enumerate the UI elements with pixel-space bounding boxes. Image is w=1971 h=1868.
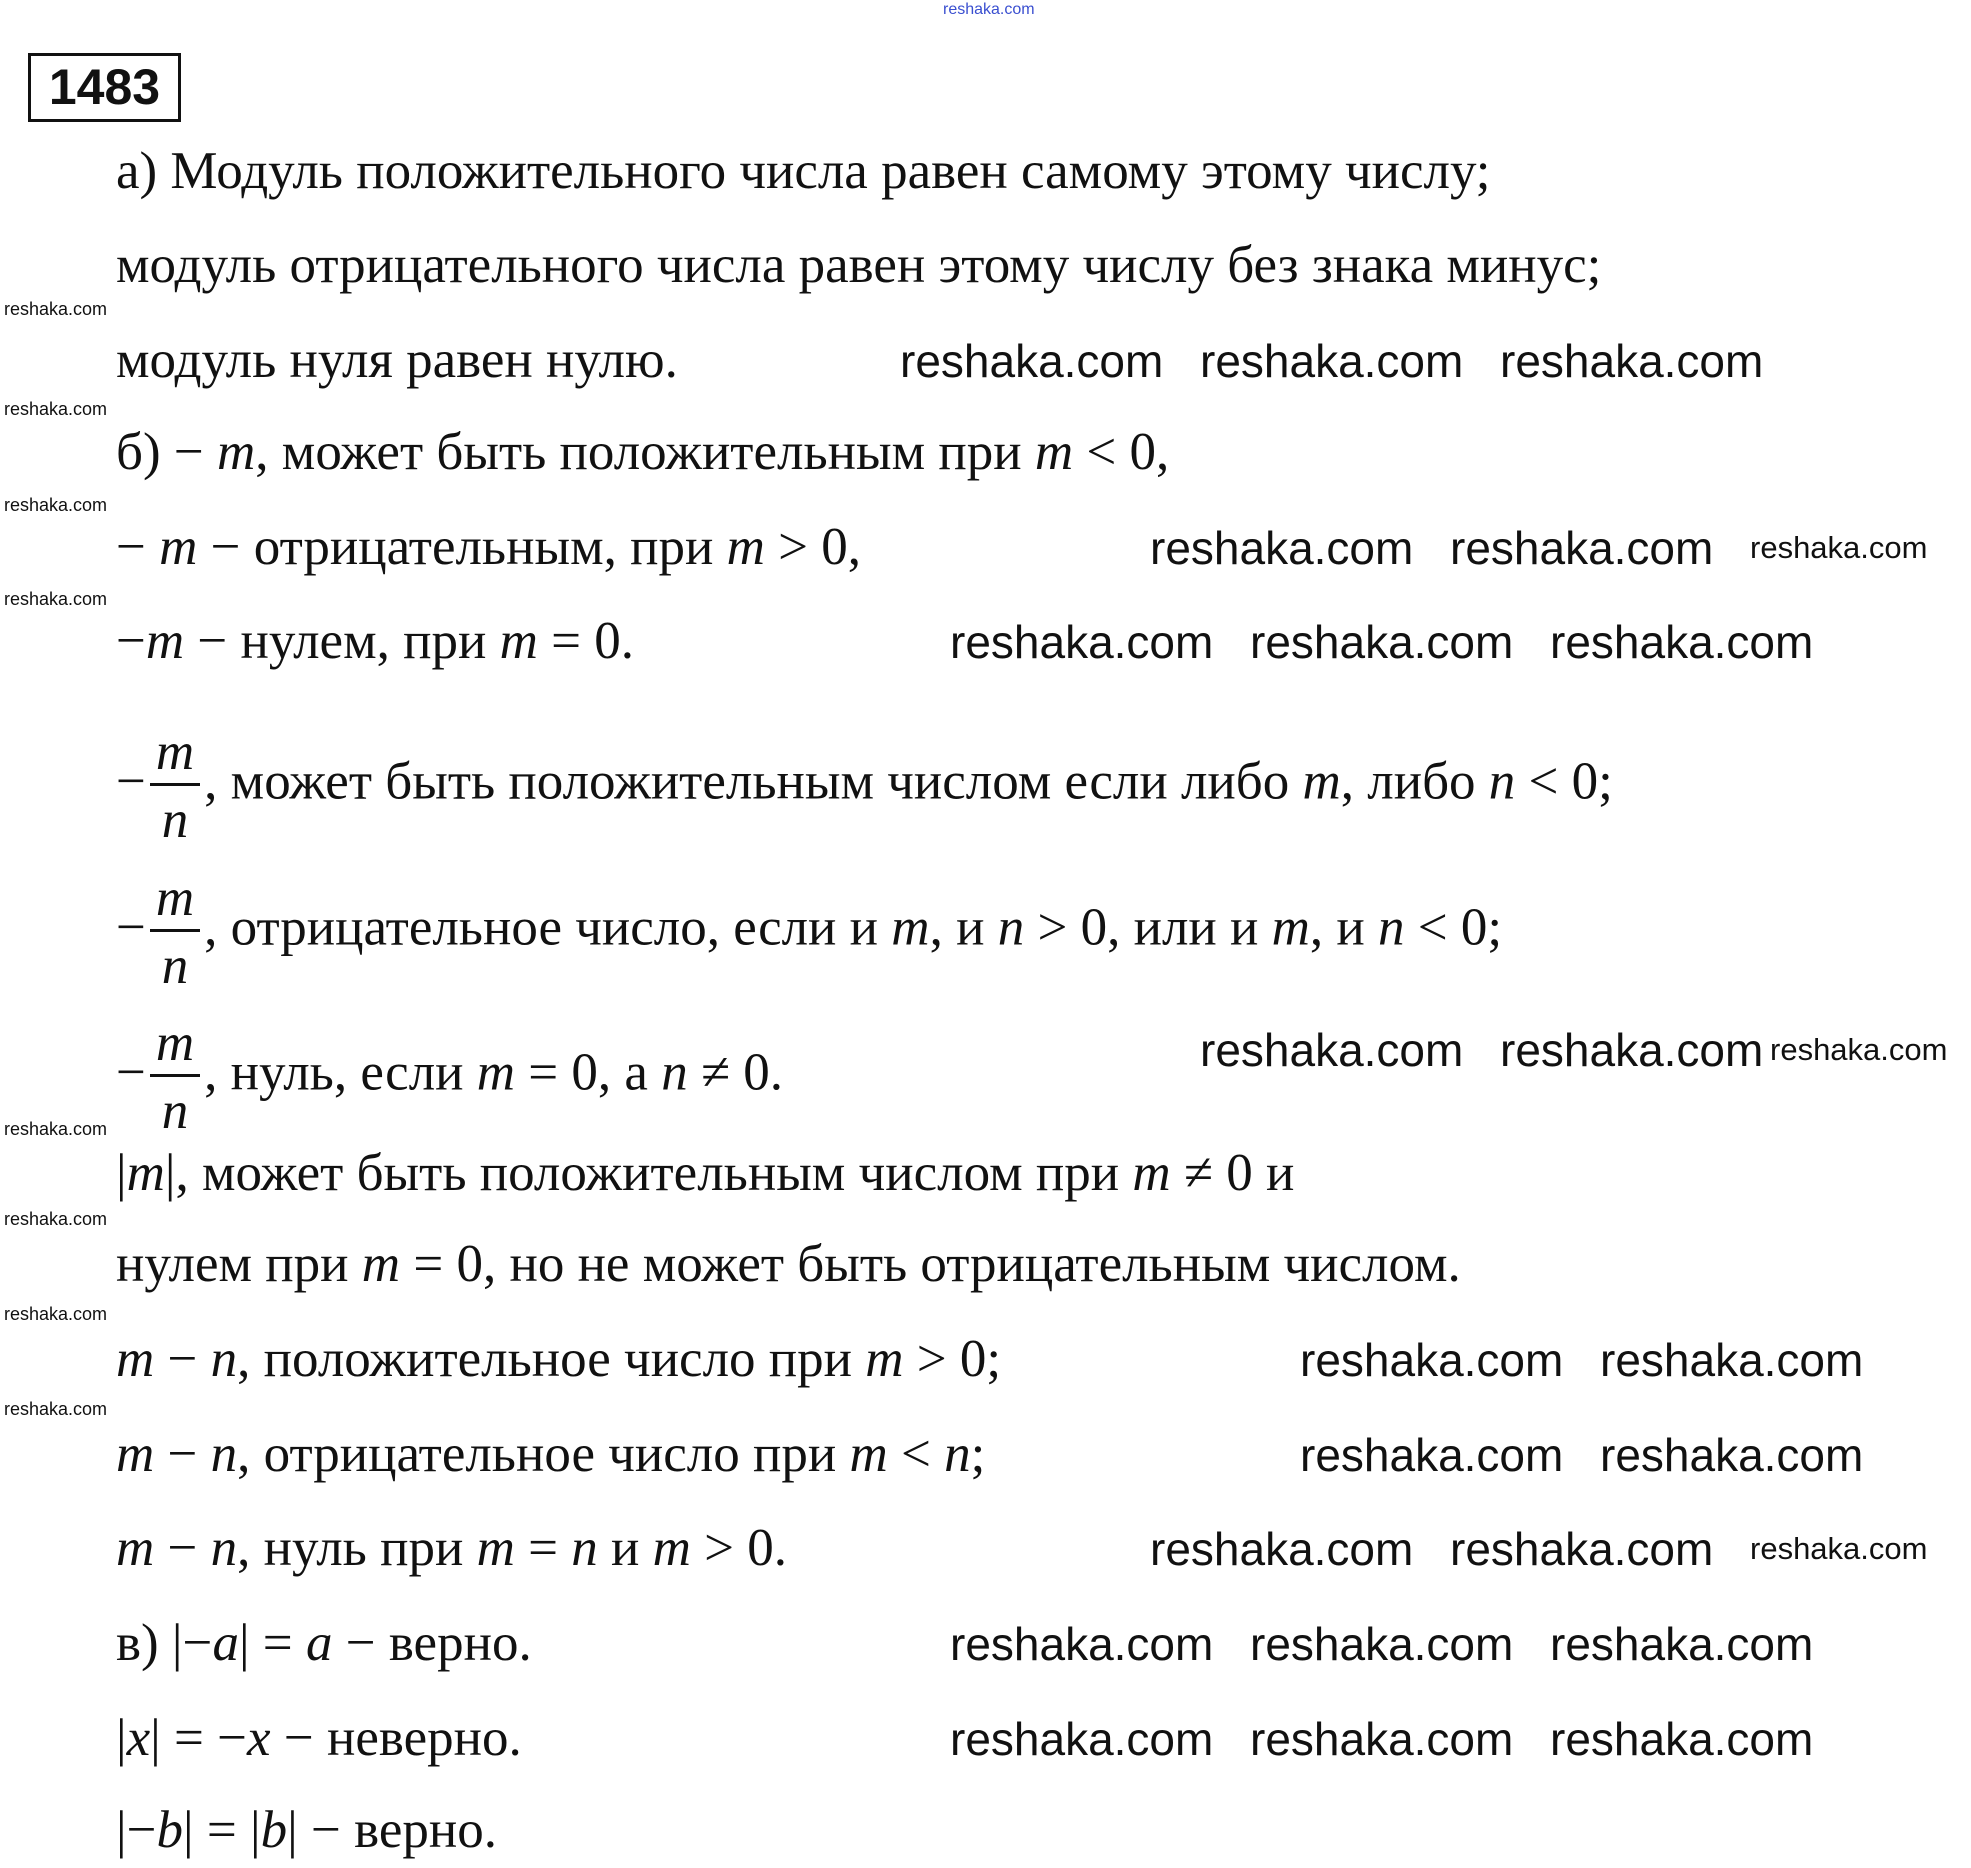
- math-variable: n: [997, 898, 1025, 957]
- text-segment: |, может быть положительным числом при: [164, 1144, 1133, 1202]
- math-variable: n: [661, 1043, 688, 1102]
- fraction: [150, 723, 200, 849]
- problem-number: 1483: [28, 53, 181, 122]
- solution-line: [116, 1706, 522, 1770]
- watermark: reshaka.com: [1200, 1024, 1464, 1076]
- text-segment: , и: [929, 898, 998, 957]
- math-variable: m: [361, 1235, 401, 1293]
- watermark: reshaka.com: [1150, 1523, 1414, 1575]
- watermark: reshaka.com: [4, 299, 108, 319]
- text-segment: , отрицательное число при: [237, 1425, 850, 1483]
- math-variable: x: [247, 1709, 271, 1767]
- text-segment: , положительное число при: [237, 1330, 866, 1388]
- text-segment: модуль нуля равен нулю.: [116, 331, 678, 389]
- watermark: reshaka.com: [1750, 530, 1928, 565]
- text-segment: < 0;: [1404, 898, 1503, 957]
- watermark: reshaka.com: [1500, 335, 1764, 387]
- math-variable: m: [726, 518, 765, 576]
- math-variable: m: [1271, 898, 1310, 957]
- solution-line: [116, 1141, 1294, 1205]
- fraction-numerator: m: [150, 726, 200, 786]
- fraction-denominator: n: [161, 937, 189, 995]
- watermark: reshaka.com: [1150, 522, 1414, 574]
- text-segment: > 0.: [690, 1519, 788, 1577]
- math-variable: b: [260, 1801, 288, 1859]
- watermark: reshaka.com: [950, 1713, 1214, 1765]
- watermark: reshaka.com: [1770, 1032, 1948, 1067]
- solution-line: [116, 1798, 497, 1862]
- math-variable: n: [210, 1519, 238, 1577]
- watermark: reshaka.com: [1500, 1024, 1764, 1076]
- math-variable: n: [210, 1425, 238, 1483]
- text-segment: а) Модуль положительного числа равен самому этому числу;: [116, 142, 1491, 200]
- watermark: reshaka.com: [1200, 335, 1464, 387]
- watermark: reshaka.com: [1250, 1713, 1514, 1765]
- text-segment: −: [116, 612, 146, 670]
- fraction: [150, 1014, 200, 1140]
- math-variable: m: [476, 1043, 516, 1102]
- math-variable: n: [1488, 752, 1516, 811]
- watermark: reshaka.com: [4, 1209, 108, 1229]
- math-variable: n: [1378, 898, 1405, 957]
- watermark: reshaka.com: [1450, 522, 1714, 574]
- text-segment: модуль отрицательного числа равен этому числу без знака минус;: [116, 236, 1602, 294]
- watermark: reshaka.com: [4, 1399, 108, 1419]
- watermark: reshaka.com: [4, 495, 108, 515]
- text-segment: = 0, а: [515, 1043, 662, 1102]
- math-variable: m: [849, 1425, 888, 1483]
- text-segment: |−: [116, 1801, 157, 1859]
- solution-line: [116, 328, 678, 392]
- solution-line: [116, 1422, 985, 1486]
- text-segment: = 0.: [537, 612, 635, 670]
- watermark: reshaka.com: [1550, 616, 1814, 668]
- text-segment: > 0, или и: [1024, 898, 1272, 957]
- text-segment: |: [116, 1709, 127, 1767]
- math-variable: m: [145, 612, 185, 670]
- text-segment: −: [154, 1425, 211, 1483]
- solution-line: [116, 1014, 784, 1140]
- text-segment: > 0;: [903, 1330, 1002, 1388]
- text-segment: | − верно.: [287, 1801, 497, 1859]
- math-variable: m: [476, 1519, 515, 1577]
- fraction-denominator: n: [161, 1082, 189, 1140]
- math-variable: m: [891, 898, 930, 957]
- text-segment: −: [154, 1330, 211, 1388]
- text-segment: = 0, но не может быть отрицательным числом.: [400, 1235, 1461, 1293]
- watermark: reshaka.com: [1550, 1713, 1814, 1765]
- math-variable: m: [1302, 752, 1341, 811]
- text-segment: <: [887, 1425, 945, 1483]
- text-segment: ;: [970, 1425, 986, 1483]
- watermark: reshaka.com: [1250, 616, 1514, 668]
- math-variable: m: [126, 1144, 165, 1202]
- text-segment: −: [116, 518, 160, 576]
- text-segment: , нуль при: [237, 1519, 477, 1577]
- text-segment: −: [154, 1519, 211, 1577]
- math-variable: m: [159, 518, 198, 576]
- text-segment: ≠ 0 и: [1170, 1144, 1295, 1202]
- text-segment: , может быть положительным числом если либо: [204, 752, 1303, 811]
- text-segment: в) |−: [116, 1614, 213, 1672]
- text-segment: , нуль, если: [204, 1043, 477, 1102]
- watermark: reshaka.com: [1750, 1531, 1928, 1566]
- solution-line: [116, 1516, 787, 1580]
- solution-line: [116, 1232, 1461, 1296]
- solution-line: [116, 1327, 1001, 1391]
- solution-line: [116, 1611, 532, 1675]
- text-segment: − верно.: [332, 1614, 532, 1672]
- watermark: reshaka.com: [4, 399, 108, 419]
- fraction-numerator: m: [150, 1017, 200, 1077]
- solution-line: [116, 420, 1169, 484]
- text-segment: − нулем, при: [184, 612, 500, 670]
- text-segment: < 0;: [1515, 752, 1613, 811]
- text-segment: > 0,: [764, 518, 862, 576]
- watermark: reshaka.com: [1600, 1429, 1864, 1481]
- math-variable: n: [944, 1425, 971, 1483]
- math-variable: a: [305, 1614, 333, 1672]
- text-segment: , либо: [1340, 752, 1489, 811]
- watermark: reshaka.com: [943, 1, 1035, 18]
- watermark: reshaka.com: [1450, 1523, 1714, 1575]
- text-segment: < 0,: [1073, 423, 1170, 481]
- watermark: reshaka.com: [1300, 1429, 1564, 1481]
- solution-line: [116, 723, 1613, 849]
- math-variable: m: [116, 1519, 155, 1577]
- watermark: reshaka.com: [900, 335, 1164, 387]
- math-variable: m: [1132, 1144, 1171, 1202]
- watermark: reshaka.com: [950, 616, 1214, 668]
- math-variable: m: [499, 612, 538, 670]
- text-segment: б) −: [116, 423, 218, 481]
- math-variable: m: [865, 1330, 904, 1388]
- text-segment: −: [116, 752, 146, 811]
- text-segment: | =: [238, 1614, 306, 1672]
- solution-line: [116, 139, 1490, 203]
- fraction-numerator: m: [150, 872, 200, 932]
- watermark: reshaka.com: [4, 1119, 108, 1139]
- math-variable: m: [116, 1330, 155, 1388]
- watermark: reshaka.com: [1300, 1334, 1564, 1386]
- text-segment: | = |: [183, 1801, 261, 1859]
- text-segment: |: [116, 1144, 127, 1202]
- text-segment: нулем при: [116, 1235, 362, 1293]
- solution-line: [116, 515, 861, 579]
- math-variable: x: [126, 1709, 151, 1767]
- math-variable: m: [652, 1519, 691, 1577]
- solution-line: [116, 609, 634, 673]
- math-variable: n: [210, 1330, 238, 1388]
- text-segment: и: [597, 1519, 653, 1577]
- watermark: reshaka.com: [950, 1618, 1214, 1670]
- math-variable: b: [156, 1801, 184, 1859]
- watermark: reshaka.com: [4, 1304, 108, 1324]
- text-segment: | = −: [150, 1709, 248, 1767]
- solution-line: [116, 869, 1503, 995]
- text-segment: −: [116, 898, 146, 957]
- text-segment: ≠ 0.: [687, 1043, 784, 1102]
- math-variable: m: [217, 423, 256, 481]
- math-variable: a: [212, 1614, 239, 1672]
- text-segment: , и: [1309, 898, 1379, 957]
- text-segment: =: [514, 1519, 572, 1577]
- text-segment: , может быть положительным при: [255, 423, 1035, 481]
- text-segment: −: [116, 1043, 146, 1102]
- math-variable: n: [571, 1519, 598, 1577]
- watermark: reshaka.com: [1600, 1334, 1864, 1386]
- math-variable: m: [1034, 423, 1074, 481]
- solution-line: [116, 233, 1601, 297]
- math-variable: m: [116, 1425, 155, 1483]
- fraction: [150, 869, 200, 995]
- watermark: reshaka.com: [4, 589, 108, 609]
- watermark: reshaka.com: [1250, 1618, 1514, 1670]
- text-segment: − неверно.: [270, 1709, 522, 1767]
- watermark: reshaka.com: [1550, 1618, 1814, 1670]
- fraction-denominator: n: [161, 791, 189, 849]
- text-segment: − отрицательным, при: [197, 518, 727, 576]
- text-segment: , отрицательное число, если и: [204, 898, 892, 957]
